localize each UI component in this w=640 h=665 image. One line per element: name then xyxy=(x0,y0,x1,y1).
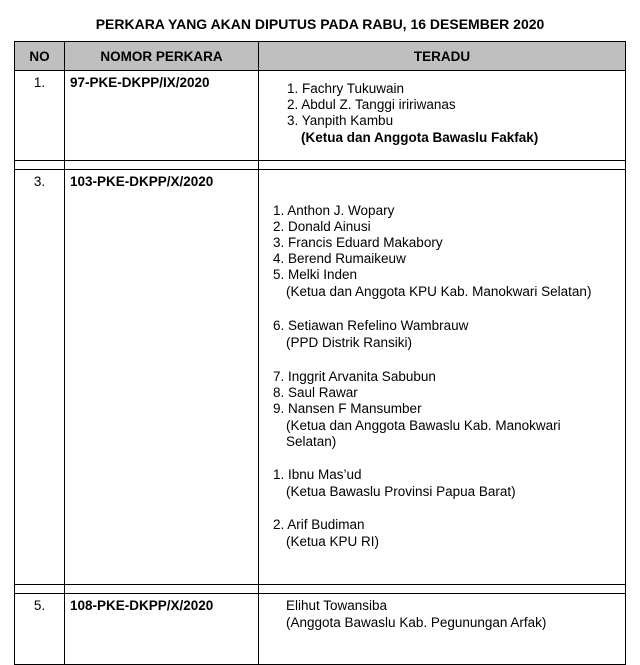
teradu-line: 1. Fachry Tukuwain xyxy=(287,81,405,96)
teradu-line: 7. Inggrit Arvanita Sabubun xyxy=(273,369,436,384)
header-no: NO xyxy=(15,42,65,71)
header-nomor: NOMOR PERKARA xyxy=(65,42,259,71)
page-title: PERKARA YANG AKAN DIPUTUS PADA RABU, 16 DESEMBER 2020 xyxy=(95,16,545,32)
row-no: 5. xyxy=(15,594,65,665)
teradu-line: (Anggota Bawaslu Kab. Pegunungan Arfak) xyxy=(286,615,547,630)
teradu-line: 6. Setiawan Refelino Wambrauw xyxy=(273,318,469,333)
teradu-line: 1. Ibnu Mas’ud xyxy=(273,467,362,482)
teradu-line: 4. Berend Rumaikeuw xyxy=(273,251,406,266)
row-nomor: 97-PKE-DKPP/IX/2020 xyxy=(65,71,259,161)
teradu-line: Selatan) xyxy=(286,434,337,449)
header-teradu: TERADU xyxy=(259,42,626,71)
row-teradu xyxy=(259,594,626,665)
teradu-line: 3. Yanpith Kambu xyxy=(287,113,394,128)
table-header-row xyxy=(15,42,626,71)
teradu-line: (Ketua KPU RI) xyxy=(286,534,380,549)
row-nomor: 103-PKE-DKPP/X/2020 xyxy=(65,170,259,585)
teradu-line: 3. Francis Eduard Makabory xyxy=(273,235,443,250)
row-nomor: 108-PKE-DKPP/X/2020 xyxy=(65,594,259,665)
table-row xyxy=(15,71,626,161)
teradu-line: (Ketua dan Anggota Bawaslu Kab. Manokwari xyxy=(286,418,561,433)
teradu-line: 2. Arif Budiman xyxy=(273,517,365,532)
teradu-line: 2. Abdul Z. Tanggi iririwanas xyxy=(287,97,456,112)
teradu-line: 8. Saul Rawar xyxy=(273,385,358,400)
teradu-line: 2. Donald Ainusi xyxy=(273,219,371,234)
teradu-line: 9. Nansen F Mansumber xyxy=(273,401,422,416)
teradu-line: 5. Melki Inden xyxy=(273,267,358,282)
row-teradu xyxy=(259,71,626,161)
table-row xyxy=(15,594,626,665)
teradu-line: (Ketua dan Anggota Bawaslu Fakfak) xyxy=(301,130,539,145)
row-no: 1. xyxy=(15,71,65,161)
teradu-line: (Ketua Bawaslu Provinsi Papua Barat) xyxy=(286,484,516,499)
case-table xyxy=(14,41,626,665)
row-teradu xyxy=(259,170,626,585)
teradu-line: 1. Anthon J. Wopary xyxy=(273,203,395,218)
teradu-line: (PPD Distrik Ransiki) xyxy=(286,335,413,350)
teradu-line: Elihut Towansiba xyxy=(286,598,388,613)
teradu-line: (Ketua dan Anggota KPU Kab. Manokwari Selatan) xyxy=(286,284,592,299)
table-row xyxy=(15,170,626,585)
row-no: 3. xyxy=(15,170,65,585)
